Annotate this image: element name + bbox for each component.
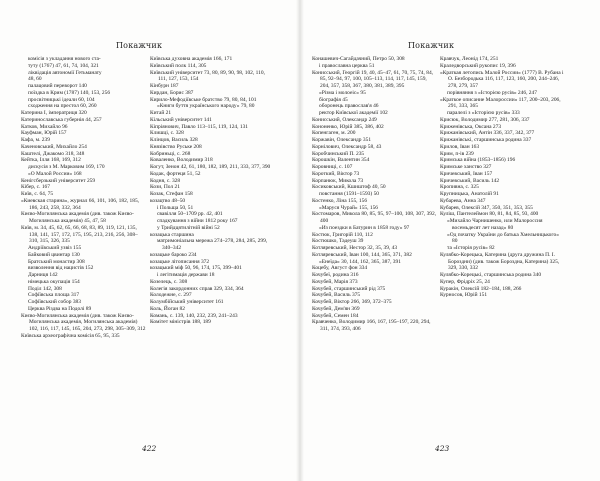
index-entry: Коцебу, Август фон 334 [312,265,368,272]
index-subentry: Софіївська площа 317 [28,292,80,299]
index-subentry: ліквідація автономії Гетьманату [28,69,102,76]
index-entry: Кулябко-Корецька, Катерина (друга дружина П. І. Бороздни) (див. також Бороздна, Катерина) 325, 329, 330, 332 [440,251,560,272]
index-entry: Кирдан, Борис 387 [150,89,194,96]
index-entry: Князівство Руське 208 [150,143,202,150]
page-number-left: 422 [142,444,157,453]
index-entry: Крим, п-ів 239 [440,150,474,157]
index-subentry: матримоніальна мережа 274–278, 284, 285, 299, 340–342 [157,238,268,251]
index-entry: Кочубей, Дем'ян 369 [312,305,360,312]
index-entry: Костюшко, Тадеуш 39 [312,238,364,245]
index-subentry: «Енеїда» 30, 144, 162, 365, 387, 391 [319,258,401,265]
index-entry: Кочубей, Семен 184 [312,312,359,319]
index-entry: Київ, с. 64, 75 [21,191,54,197]
index-entry: Костюк, Григорій 110, 112 [312,231,373,238]
index-subentry: «Маруся Чурай» 155, 156 [319,204,379,211]
index-entry: Київська духовна академія 166, 171 [150,56,233,62]
index-entry: Кодня, с. 328 [150,177,181,184]
index-subentry: і православна церква 51 [319,62,375,69]
index-subentry: «О Малой России» 168 [28,170,82,177]
index-subentry: німецька окупація 154 [28,278,80,285]
index-entry: «Краткое описание Малороссии» 117, 200–203, 206, 291, 333, 365 [440,96,561,110]
index-entry: Крилов, Іван 163 [440,143,480,150]
index-entry: Коробчинський П. 235 [312,150,365,157]
index-entry: Куліш, Пантелеймон 80, 81, 84, 85, 93, 400 [440,211,539,218]
index-entry: Кравченко, Володимир 166, 167, 195–197, 220, 294, 311, 374, 393, 406 [312,319,431,332]
index-entry: козацьке літописання 372 [150,258,210,265]
index-subentry: визволення від нацистів 152 [28,265,94,272]
index-entry: Києво-Могилянська академія (див. також Києво-Могилянська академія) 45, 47, 58 [21,211,134,224]
index-entry: Кенігсберзький університет 259 [21,177,96,184]
index-entry: Курносов, Юрій 151 [440,292,488,299]
index-column-right-2 [440,56,565,299]
index-entry: Каченовський, Михайло 254 [21,143,87,150]
index-subentry: Дарниця 142 [28,272,58,278]
index-entry: «Киевская старина», журнал 66, 101, 106, 182, 185, 186, 243, 258, 332, 364 [21,197,140,211]
index-entry: Кінбурн 187 [150,83,179,89]
index-subentry: поїздка в Крим (1787) 140, 153, 256 [28,89,111,96]
index-subentry: оборонець православ'я 46 [319,103,379,110]
index-subentry: 48, 60 [28,76,42,83]
index-entry: Коржавін, Олександр 351 [312,137,372,143]
index-subentry: «Книги буття українського народу» 79, 80 [157,103,255,110]
index-entry: Кричевський, Василь 142 [440,177,500,184]
index-entry: Кубарев, Олексій 347, 350, 351, 353, 355 [440,204,533,211]
index-subentry: Андріївський узвіз 155 [28,245,82,251]
index-entry: Коваленко, Володимир 318 [150,157,213,164]
index-entry: Кауфман, Юрій 157 [21,130,67,137]
index-subentry: Софіївський собор 383 [28,299,81,305]
right-page [302,0,600,481]
index-subentry: комісія з укладання нового ста- [28,56,101,62]
index-entry: Кібер, с. 167 [21,184,50,191]
index-entry: Конисський, Георгій 19, 40, 45–47, 61, 70, 75, 74, 84, 85, 92–94, 97, 100, 105–113, 114, 117, 145, 159, 204, 357, 358, 367, 380, 381, 389, 395 [312,69,434,89]
index-entry: Кочубеї, родина 316 [312,272,359,278]
index-entry: Кочубей, Віктор 266, 369, 372–375 [312,299,392,305]
index-entry: Корнілович, Олександр 58, 43 [312,143,382,150]
index-subentry: біографія 45 [319,96,348,103]
index-entry: Крижанівський, Антін 336, 337, 342, 377 [440,130,535,137]
index-entry: Кільський університет 141 [150,116,212,123]
index-entry: Кулябко-Корецькі, старшинська родина 340 [440,272,542,278]
index-subentry: «Різма і молоеіс» 95 [319,89,366,96]
index-entry: Косиковський, Кшиштоф 40, 50 [312,184,386,191]
running-head-right: Покажчик [408,41,455,50]
index-entry: Крисюк, Володимир 277, 281, 306, 337 [440,116,530,123]
index-entry: Корпанюк, Микола 73 [312,177,364,184]
index-entry: Криженівська, Оксана 273 [440,123,502,130]
index-entry: Київська археографічна комісія 65, 95, 335 [21,332,120,339]
index-entry: Катков, Михайло 96 [21,123,68,130]
index-subentry: палацовий переворот 140 [28,83,87,89]
index-entry: Клишці, с. 328 [150,130,184,137]
index-subentry: Поділ 142, 308 [28,285,62,292]
index-subentry: і Польща 50, 51 [157,204,194,211]
index-entry: Козак, Стефан 158 [150,191,193,197]
index-subentry: «Михайло Чарнишенко, или Малороссия восемьдесят лет назад» 80 [447,218,543,231]
index-entry: Кримське ханство 327 [440,164,492,170]
index-entry: Короткий, Віктор 73 [312,170,360,177]
index-entry: Крупницька, Анатолій 91 [440,191,499,197]
index-entry: Кочубей, старшинський рід 375 [312,285,386,292]
index-entry: Колумбійський університет 161 [150,299,224,305]
index-entry: Київ, м. 34, 45, 62, 65, 66, 68, 83, 89, 119, 121, 135, 138, 141, 157, 172, 175, 195, 213, 216, 256, 308–310, 315, 326, 335 [21,224,138,245]
index-subentry: Церква Різдва на Подолі 89 [28,305,92,312]
index-subentry: свавілля 50–1709 рр. 42, 401 [157,211,223,218]
index-subentry: дискусія з М. Марковим 169, 170 [28,164,105,170]
left-page [0,0,298,481]
index-entry: Коровниці, с. 107 [312,164,353,170]
index-entry: Київський полк 114, 305 [150,62,207,69]
page-number-right: 423 [435,444,450,453]
index-entry: козацький міф 50, 96, 174, 175, 399–401 [150,265,242,272]
index-entry: козацька старшина [150,231,194,238]
index-entry: Котляревський, Іван 100, 144, 365, 371, 382 [312,251,412,258]
index-entry: Колодежне, с. 297 [150,292,192,299]
index-entry: Кирило-Мефодіївське братство 79, 80, 84, 101 [150,96,257,103]
index-column-left-1 [21,56,146,340]
index-subentry: «Од початку України до батька Хмельницького» 80 [447,231,559,245]
index-entry: Катеринославська губернія 44, 257 [21,116,102,123]
index-subentry: туту (1767) 47, 61, 74, 104, 321 [28,62,99,69]
index-entry: козацтво 48–50 [150,197,186,204]
index-entry: Кричевський, Іван 157 [440,170,493,177]
index-subentry: «Из поездки в Батурин в 1858 году» 97 [319,224,410,231]
index-subentry: ректор Київської академії 102 [319,110,388,116]
index-entry: «Краткая летопись Малой России» (1777) В. Рубана і О. Безбородька 116, 117, 123, 160, 200, 244–246, 278, 279, 357 [440,69,564,89]
index-entry: Козелець, с. 308 [150,278,188,285]
index-entry: Краледворський рукопис 19, 396 [440,62,516,69]
index-column-left-2 [150,56,275,326]
index-entry: Катерина І, імператриця 320 [21,110,87,116]
index-entry: козацьке бароко 234 [150,251,197,258]
index-subentry: спадкування з війни 1812 року 167 [157,218,238,224]
index-entry: Кононенко, Юрій 385, 386, 402 [312,123,384,130]
index-entry: Кодак, фортеця 51, 52 [150,170,201,177]
index-entry: Київський університет 73, 80, 89, 90, 98, 102, 110, 111, 127, 153, 154 [150,69,265,83]
index-entry: Кубарева, Анна 347 [440,197,486,204]
index-entry: Кіпріянович, Павло 113–115, 119, 124, 131 [150,123,249,130]
index-entry: Комань, с. 139, 140, 232, 239, 241–243 [150,312,238,319]
index-entry: Кочубей, Марія 373 [312,278,358,285]
index-entry: Клінцов, Василь 328 [150,137,198,143]
index-entry: Когут, Зенон 42, 61, 180, 182, 189, 211, 333, 377, 390 [150,164,271,170]
index-entry: Копенгаген, м. 200 [312,130,356,137]
index-entry: Коль, Йоган 82 [150,305,185,312]
index-subentry: і легітимація держави 18 [157,272,215,278]
index-entry: Кейтка, Ілля 168, 169, 312 [21,157,81,164]
index-entry: Кози, Пол 21 [150,184,180,191]
index-entry: Кропивна, с. 325 [440,184,479,191]
index-entry: Конашевич-Сагайдачний, Петро 50, 308 [312,56,405,62]
index-entry: Комітет міністрів 188, 189 [150,319,211,326]
index-subentry: просвітницькі ідеали 60, 104 [28,96,95,103]
index-subentry: паралелі з «Історією русів» 333 [447,110,520,116]
index-subentry: Братський монастир 308 [28,258,85,265]
index-entry: Корошкін, Валентин 354 [312,157,370,164]
index-subentry: у Трийдцятилітній війні 52 [157,224,220,231]
index-entry: Крижанівські, старшинська родина 337 [440,137,532,143]
index-entry: Конисський, Олександр 249 [312,116,377,123]
index-entry: Китай 21 [150,110,172,116]
index-entry: Костомаров, Микола 80, 85, 95, 97–100, 108, 307, 392, 400 [312,211,437,224]
index-entry: Києво-Могилянська академія (див. також Києво-Могилянська академія, Могилянська академія) 102, 116, 117, 145, 165, 204, 273, 298, 305–309, 312 [21,312,146,332]
index-entry: Кочубей, Василь 375 [312,292,361,299]
index-entry: Колегія закордонних справ 329, 334, 364 [150,285,244,292]
index-entry: Костенко, Ліна 155, 156 [312,197,368,204]
index-entry: Кримська війна (1853–1856) 196 [440,157,516,164]
index-subentry: та «Історія русів» 82 [447,245,495,251]
index-entry: Кафа, м. 239 [21,137,50,143]
index-subentry: сходження на престол 60, 260 [28,103,97,110]
index-entry: Каштелі, Джакомо 318, 348 [21,150,85,157]
index-entry: Куракін, Олексій 182–184, 188, 266 [440,285,522,292]
index-entry: Кравчук, Леонід 174, 251 [440,56,499,62]
index-entry: Купер, Фрідріх 25, 24 [440,278,490,285]
index-subentry: повстання (1591–1593) 50 [319,191,380,197]
index-entry: Котляревський, Нестор 32, 35, 39, 43 [312,245,398,251]
index-entry: Кобриньці, с. 268 [150,150,191,157]
running-head-left: Покажчик [116,41,163,50]
index-subentry: порівняння з «Історією русів» 246, 247 [447,89,537,96]
index-subentry: Байковий цвинтар 130 [28,251,80,258]
index-column-right-1 [312,56,437,333]
